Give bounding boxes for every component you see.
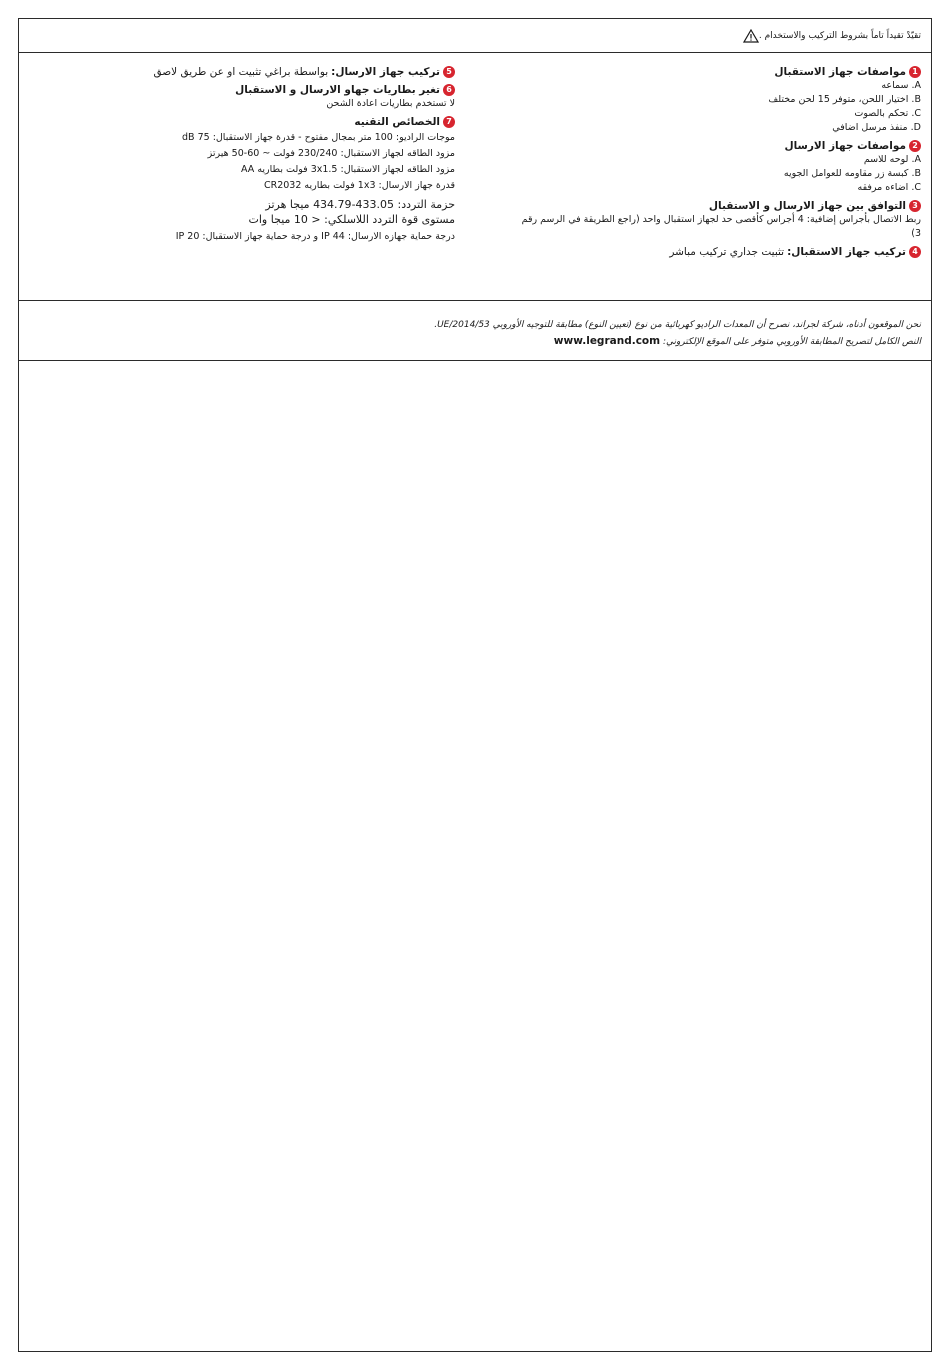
left-column bbox=[35, 65, 455, 248]
right-column bbox=[521, 65, 921, 263]
section-number-badge: 3 bbox=[909, 200, 921, 212]
divider-middle bbox=[19, 300, 931, 301]
section-title: مواصفات جهاز الاستقبال bbox=[774, 66, 906, 78]
section-inline-text: تثبيت جداري تركيب مباشر bbox=[669, 246, 785, 258]
declaration-line-2-text: النص الكامل لتصريح المطابقة الأوروبي متوفر على الموقع الإلكتروني: bbox=[662, 337, 921, 347]
section-inline-text: بواسطة براغي تثبيت او عن طريق لاصق bbox=[153, 66, 329, 78]
warning-triangle-icon bbox=[743, 29, 759, 43]
list-item: C. تحكم بالصوت bbox=[854, 108, 921, 119]
section-receiver-specs bbox=[521, 65, 921, 135]
list-item: لا تستخدم بطاريات اعادة الشحن bbox=[326, 98, 455, 109]
section-title: تركيب جهاز الاستقبال: bbox=[787, 246, 906, 258]
section-number-badge: 5 bbox=[443, 66, 455, 78]
section-batteries bbox=[35, 83, 455, 111]
divider-bottom bbox=[19, 360, 931, 361]
section-title: التوافق بين جهاز الارسال و الاستقبال bbox=[708, 200, 906, 212]
section-number-badge: 1 bbox=[909, 66, 921, 78]
list-item: C. اضاءه مرفقه bbox=[857, 182, 921, 193]
section-technical bbox=[35, 115, 455, 244]
list-item: B. اختيار اللحن، متوفر 15 لحن مختلف bbox=[768, 94, 921, 105]
conformity-declaration bbox=[41, 317, 921, 350]
rf-power-level: مستوى قوة التردد اللاسلكي: < 10 ميجا وات bbox=[248, 213, 455, 226]
declaration-line-2 bbox=[41, 333, 921, 350]
warning-text: تقيّدْ تقيداً تاماً بشروط التركيب والاستخدام . bbox=[758, 31, 921, 41]
list-item: B. كبسة زر مقاومه للعوامل الجويه bbox=[783, 168, 921, 179]
declaration-line-1: نحن الموقعون أدناه، شركة لجراند، نصرح أن المعدات الراديو كهربائية من نوع (تعيين النوع) مطابقة للتوجيه الأوروبي 2014/53/UE. bbox=[434, 320, 921, 330]
list-item: ربط الاتصال بأجراس إضافية: 4 أجراس كأقصى حد لجهاز استقبال واحد (راجع الطريقة في الرسم رقم 3) bbox=[521, 214, 921, 239]
warning-row bbox=[737, 29, 921, 43]
section-compatibility bbox=[521, 199, 921, 241]
section-title: مواصفات جهاز الارسال bbox=[784, 140, 906, 152]
frequency-band: حزمة التردد: 433.05-434.79 ميجا هرتز bbox=[265, 198, 455, 211]
section-title: تركيب جهاز الارسال: bbox=[331, 66, 440, 78]
list-item: مزود الطاقه لجهاز الاستقبال: 230/240 فولت ~ 60-50 هيرتز bbox=[207, 148, 455, 159]
list-item: A. سماعه bbox=[881, 80, 921, 91]
section-transmitter-specs bbox=[521, 139, 921, 195]
section-number-badge: 6 bbox=[443, 84, 455, 96]
section-receiver-install bbox=[521, 245, 921, 259]
section-transmitter-install bbox=[35, 65, 455, 79]
divider-top bbox=[19, 52, 931, 53]
section-number-badge: 7 bbox=[443, 116, 455, 128]
website-link[interactable]: www.legrand.com bbox=[553, 335, 661, 347]
list-item: قدرة جهاز الارسال: 1x3 فولت بطاريه CR2032 bbox=[263, 180, 455, 191]
list-item: A. لوحه للاسم bbox=[863, 154, 921, 165]
section-number-badge: 2 bbox=[909, 140, 921, 152]
section-title: تغير بطاريات جهاو الارسال و الاستقبال bbox=[235, 84, 440, 96]
list-item: D. منفذ مرسل اضافي bbox=[832, 122, 921, 133]
section-number-badge: 4 bbox=[909, 246, 921, 258]
list-item: موجات الراديو: 100 متر بمجال مفتوح - قدرة جهاز الاستقبال: 75 dB bbox=[181, 132, 455, 143]
section-title: الخصائص التقنيه bbox=[354, 116, 440, 128]
protection-rating: درجة حماية جهازه الارسال: IP 44 و درجة حماية جهاز الاستقبال: IP 20 bbox=[175, 231, 455, 242]
list-item: مزود الطاقه لجهاز الاستقبال: 3x1.5 فولت بطاريه AA bbox=[241, 164, 455, 175]
page-frame bbox=[18, 18, 932, 1352]
